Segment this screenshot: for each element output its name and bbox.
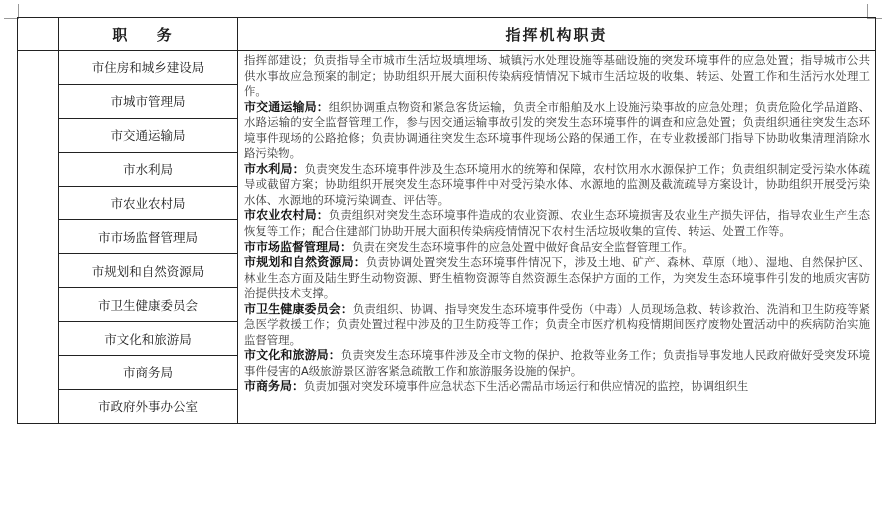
duty-paragraph: 市商务局：负责加强对突发环境事件应急状态下生活必需品市场运行和供应情况的监控，协调组织生 <box>244 379 749 394</box>
duty-paragraph: 市卫生健康委员会：负责组织、协调、指导突发生态环境事件受伤（中毒）人员现场急救、转诊救治、洗消和卫生防疫等紧急医学救援工作；负责处置过程中涉及的卫生防疫等工作；负责全市医疗机构疫情期间医疗废物处置活动中的疾病防治实施监督管理。 <box>244 301 870 347</box>
role-cell: 市卫生健康委员会 <box>59 288 238 322</box>
role-cell: 市文化和旅游局 <box>59 322 238 356</box>
index-column-cell <box>18 51 59 424</box>
duty-paragraph: 市交通运输局：组织协调重点物资和紧急客货运输，负责全市船舶及水上设施污染事故的应急处理；负责危险化学品道路、水路运输的安全监督管理工作，参与因交通运输事故引发的突发生态环境事件的调查和应急处置；负责组织通往突发生态环境事件现场的公路抢修；负责协调通往突发生态环境事件现场公路的保通工作，在专业救援部门指导下协助收集清理消除水路污染物。 <box>244 99 870 161</box>
header-blank-cell <box>18 18 59 51</box>
duty-paragraph: 市水利局：负责突发生态环境事件涉及生态环境用水的统筹和保障，农村饮用水水源保护工作；负责组织制定受污染水体疏导或截留方案；协助组织开展突发生态环境事件中对受污染水体、水源地的监测及截流疏导方案设计，协助组织开展受污染水体、水源地的环境污染调查、评估等。 <box>244 161 870 207</box>
duty-paragraph: 市规划和自然资源局：负责协调处置突发生态环境事件情况下，涉及土地、矿产、森林、草原（地）、湿地、自然保护区、林业生态方面及陆生野生动物资源、野生植物资源等自然资源生态保护方面的工作，为突发生态环境事件引发的地质灾害防治提供技术支撑。 <box>244 255 870 301</box>
role-cell: 市水利局 <box>59 152 238 186</box>
role-cell: 市市场监督管理局 <box>59 220 238 254</box>
role-cell: 市城市管理局 <box>59 84 238 118</box>
duty-paragraph: 指挥部建设；负责指导全市城市生活垃圾填埋场、城镇污水处理设施等基础设施的突发环境事件的应急处置；指导城市公共供水事故应急预案的制定；协助组织开展大面积传染病疫情情况下城市生活垃圾的收集、转运、处置工作和生活污水处理工作。 <box>244 53 870 99</box>
duty-paragraph: 市市场监督管理局：负责在突发生态环境事件的应急处置中做好食品安全监督管理工作。 <box>244 239 694 254</box>
role-cell: 市住房和城乡建设局 <box>59 51 238 85</box>
responsibilities-cell <box>238 51 876 424</box>
duty-paragraph: 市文化和旅游局：负责突发生态环境事件涉及全市文物的保护、抢救等业务工作；负责指导事发地人民政府做好受突发环境事件侵害的A级旅游景区游客紧急疏散工作和旅游服务设施的保护。 <box>244 348 870 378</box>
header-responsibility: 指挥机构职责 <box>238 18 876 51</box>
role-cell: 市农业农村局 <box>59 186 238 220</box>
duty-paragraph: 市农业农村局：负责组织对突发生态环境事件造成的农业资源、农业生态环境损害及农业生产损失评估，指导农业生产生态恢复等工作；配合住建部门协助开展大面积传染病疫情情况下农村生活垃圾收集的宣传、转运、处置工作等。 <box>244 208 870 239</box>
table-row <box>18 51 876 85</box>
table-header-row <box>18 18 876 51</box>
role-cell: 市交通运输局 <box>59 118 238 152</box>
role-cell: 市规划和自然资源局 <box>59 254 238 288</box>
role-cell: 市政府外事办公室 <box>59 389 238 423</box>
role-cell: 市商务局 <box>59 356 238 390</box>
command-responsibility-table <box>17 17 876 424</box>
header-duty: 职 务 <box>59 18 238 51</box>
